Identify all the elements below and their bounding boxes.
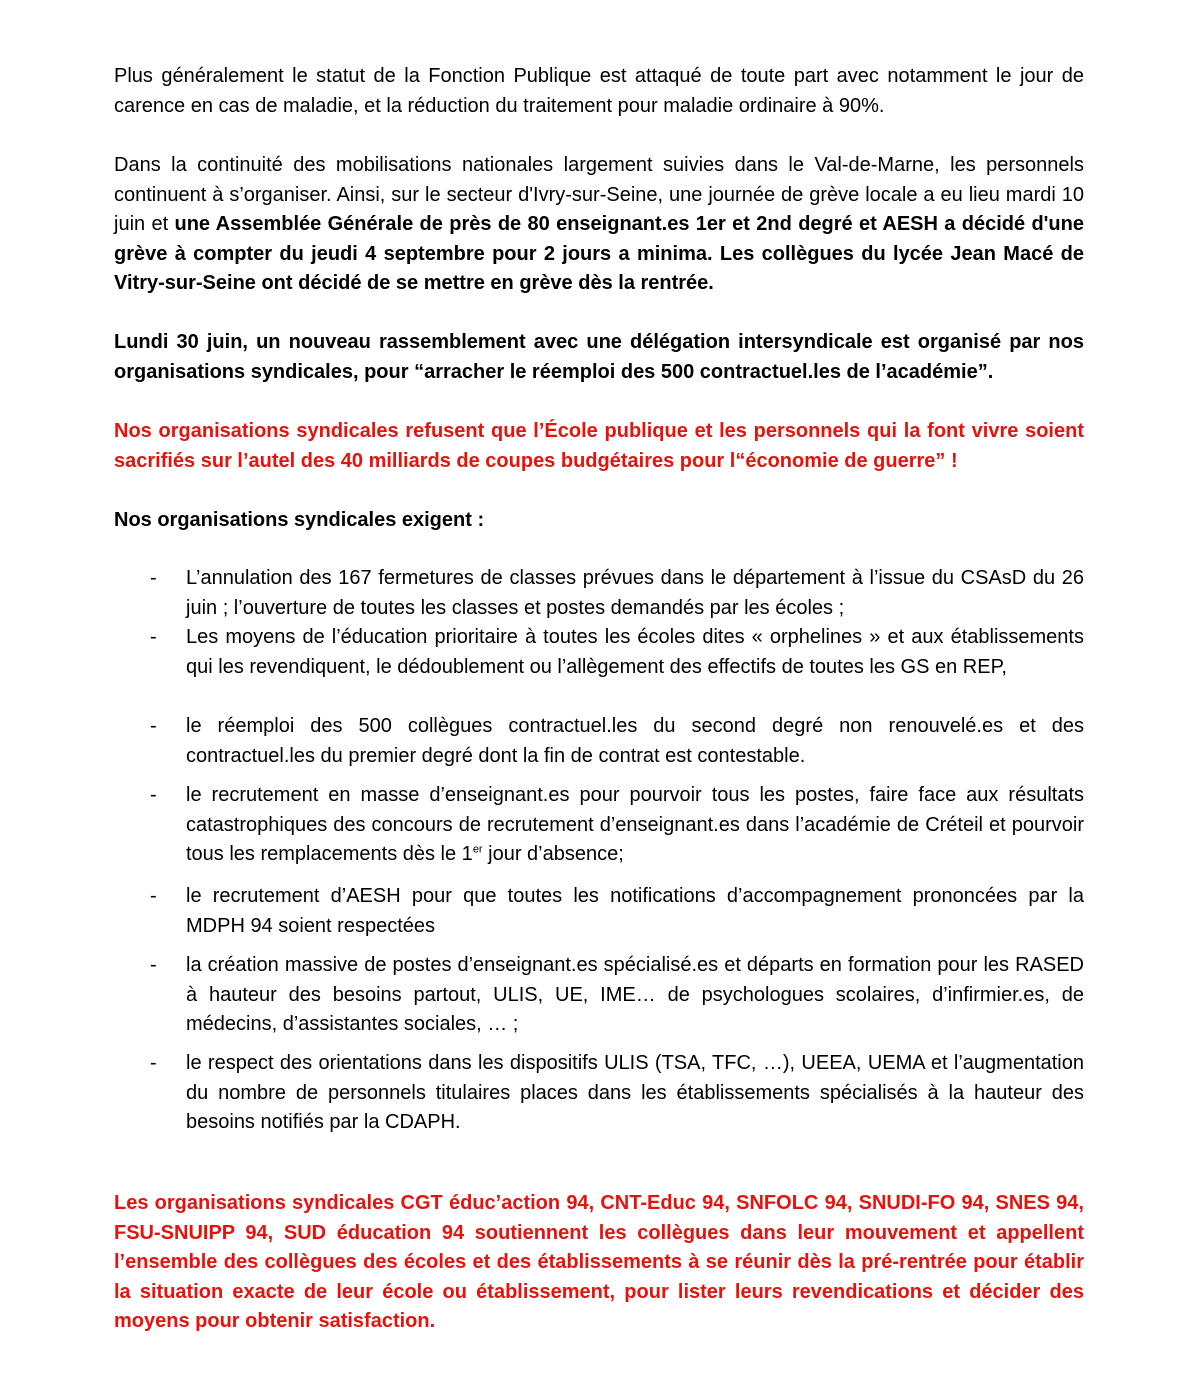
demand-text: le réemploi des 500 collègues contractuel.les du second degré non renouvelé.es et des contractuel.les du premier degré dont la fin de contrat est contestable. — [186, 715, 1084, 767]
bullet-dash: - — [150, 954, 157, 976]
paragraph-mobilisations-intro: Dans la continuité des mobilisations nationales largement suivies dans le Val-de-Marne, les personnels continuent à s’organiser. Ainsi, sur le secteur d'Ivry-sur-Seine, une journée de grève locale a eu lieu mardi 10 juin et — [114, 154, 1084, 236]
demand-text-main: le recrutement en masse d’enseignant.es pour pourvoir tous les postes, faire face aux résultats catastrophiques des concours de recrutement d’enseignant.es dans l’académie de Créteil et pourvoir tous les remplacements dès le 1 — [186, 784, 1084, 866]
demand-text: Les moyens de l’éducation prioritaire à toutes les écoles dites « orphelines » et aux établissements qui les revendiquent, le dédoublement ou l’allègement des effectifs de toutes les GS en REP, — [186, 626, 1084, 678]
bullet-dash: - — [150, 885, 157, 907]
bullet-dash: - — [150, 1052, 157, 1074]
paragraph-rassemblement: Lundi 30 juin, un nouveau rassemblement avec une délégation intersyndicale est organisé par nos organisations syndicales, pour “arracher le réemploi des 500 contractuel.les de l’académie”. — [114, 331, 1084, 383]
bullet-dash: - — [150, 626, 157, 648]
demand-text-end: jour d’absence; — [482, 843, 624, 866]
demand-text: le recrutement d’AESH pour que toutes les notifications d’accompagnement prononcées par la MDPH 94 soient respectées — [186, 885, 1084, 937]
paragraph-appel-intersyndical: Les organisations syndicales CGT éduc’action 94, CNT-Educ 94, SNFOLC 94, SNUDI-FO 94, SNES 94, FSU-SNUIPP 94, SUD éducation 94 soutiennent les collègues dans leur mouvement et appellent l’ensemble des collègues des écoles et des établissements à se réunir dès la pré-rentrée pour établir la situation exacte de leur école ou établissement, pour lister leurs revendications et décider des moyens pour obtenir satisfaction. — [114, 1192, 1084, 1333]
demand-text — [186, 781, 1084, 870]
ordinal-superscript: er — [472, 843, 483, 856]
demands-heading: Nos organisations syndicales exigent : — [114, 509, 485, 531]
demand-text: L’annulation des 167 fermetures de classes prévues dans le département à l’issue du CSAsD du 26 juin ; l’ouverture de toutes les classes et postes demandés par les écoles ; — [186, 567, 1084, 619]
paragraph-mobilisations-emphasis: une Assemblée Générale de près de 80 enseignant.es 1er et 2nd degré et AESH a décidé d'une grève à compter du jeudi 4 septembre pour 2 jours a minima. Les collègues du lycée Jean Macé de Vitry-sur-Seine ont décidé de se mettre en grève dès la rentrée. — [114, 213, 1084, 295]
bullet-dash: - — [150, 715, 157, 737]
bullet-dash: - — [150, 567, 157, 589]
paragraph-mobilisations — [114, 151, 1084, 299]
demand-text: la création massive de postes d’enseignant.es spécialisé.es et départs en formation pour les RASED à hauteur des besoins partout, ULIS, UE, IME… de psychologues scolaires, d’infirmier.es, de médecins, d’assistantes sociales, … ; — [186, 954, 1084, 1036]
demand-text: le respect des orientations dans les dispositifs ULIS (TSA, TFC, …), UEEA, UEMA et l’augmentation du nombre de personnels titulaires places dans les établissements spécialisés à la hauteur des besoins notifiés par la CDAPH. — [186, 1052, 1084, 1134]
bullet-dash: - — [150, 784, 157, 806]
paragraph-refus: Nos organisations syndicales refusent que l’École publique et les personnels qui la font vivre soient sacrifiés sur l’autel des 40 milliards de coupes budgétaires pour l“économie de guerre” ! — [114, 420, 1084, 472]
paragraph-fonction-publique: Plus généralement le statut de la Fonction Publique est attaqué de toute part avec notamment le jour de carence en cas de maladie, et la réduction du traitement pour maladie ordinaire à 90%. — [114, 65, 1084, 117]
